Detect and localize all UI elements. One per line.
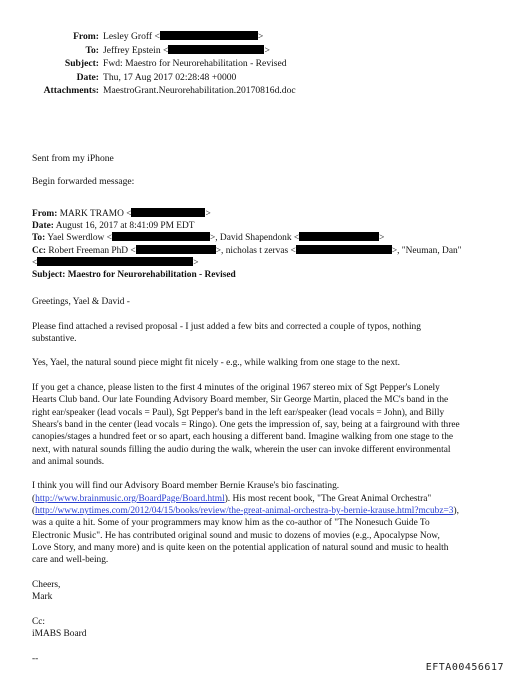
- header-subject-row: [0, 57, 512, 71]
- fwd-cc-row: Cc: Robert Freeman PhD < >, nicholas t zervas < >, "Neuman, Dan": [32, 245, 462, 256]
- body-paragraph-4: I think you will find our Advisory Board member Bernie Krause's bio fascinating. (http://www.brainmusic.org/BoardPage/Board.html). His most recent book, "The Great Animal Orchestra" (http://www.nytimes.com/2012/04/15/books/review/the-great-animal-orchestra-by-bernie-krause.html?mcubz=3), was a quite a hit. Some of your programmers may know him as the co-author of "The Nonesuch Guide To Electronic Music". He has contributed original sound and music to dozens of movies (e.g., Apocalypse Now, Love Story, and many more) and is quite keen on the potential application of natural sound and music to health care and well-being.: [32, 481, 459, 566]
- closing: Cheers,: [32, 579, 61, 590]
- header-from-row: [0, 30, 512, 44]
- signature-separator: --: [32, 653, 39, 664]
- header-subject-label: Subject:: [64, 58, 99, 70]
- email-header: [0, 30, 512, 98]
- header-date-row: [0, 71, 512, 85]
- nytimes-review-link[interactable]: http://www.nytimes.com/2012/04/15/books/review/the-great-animal-orchestra-by-bernie-krause.html?mcubz=3: [35, 506, 454, 517]
- header-from-label: From:: [73, 31, 99, 42]
- signature-cc-org: iMABS Board: [32, 629, 87, 640]
- fwd-from-row: From: MARK TRAMO < >: [32, 209, 211, 219]
- redaction-bar: [296, 245, 392, 254]
- header-attachments-label: Attachments:: [43, 85, 99, 97]
- sent-from-line: Sent from my iPhone: [32, 153, 114, 164]
- begin-forwarded-line: Begin forwarded message:: [32, 176, 135, 187]
- body-paragraph-2: Yes, Yael, the natural sound piece might fit nicely - e.g., while walking from one stage to the next.: [32, 358, 400, 369]
- board-page-link[interactable]: http://www.brainmusic.org/BoardPage/Board.html: [35, 493, 225, 504]
- forwarded-header: [32, 208, 492, 281]
- sender-name: Mark: [32, 592, 53, 603]
- header-attachments-row: [0, 84, 512, 98]
- fwd-subject-row: Subject: Maestro for Neurorehabilitation - Revised: [32, 270, 236, 281]
- redaction-bar: [131, 208, 205, 217]
- fwd-cc-row-2: < >: [32, 257, 199, 268]
- fwd-to-row: To: Yael Swerdlow < >, David Shapendonk < >: [32, 233, 385, 244]
- redaction-bar: [299, 232, 379, 241]
- fwd-date-row: Date: August 16, 2017 at 8:41:09 PM EDT: [32, 221, 195, 232]
- redaction-bar: [37, 257, 193, 266]
- email-body: [32, 296, 460, 677]
- redaction-bar: [136, 245, 216, 254]
- redaction-bar: [160, 31, 258, 40]
- header-to-value: Jeffrey Epstein < >: [103, 44, 270, 56]
- signature-cc-label: Cc:: [32, 616, 46, 627]
- header-from-value: Lesley Groff < >: [103, 31, 264, 42]
- body-paragraph-1: Please find attached a revised proposal - I just added a few bits and corrected a couple of typos, nothing substantive.: [32, 321, 421, 344]
- header-subject-value: Fwd: Maestro for Neurorehabilitation - Revised: [103, 58, 287, 70]
- signature: [32, 579, 460, 665]
- header-to-row: [0, 44, 512, 58]
- header-date-label: Date:: [76, 71, 99, 83]
- greeting: Greetings, Yael & David -: [32, 297, 130, 307]
- header-to-label: To:: [85, 44, 99, 56]
- redaction-bar: [112, 232, 210, 241]
- attachment-filename: MaestroGrant.Neurorehabilitation.20170816d.doc: [103, 85, 296, 97]
- header-date-value: Thu, 17 Aug 2017 02:28:48 +0000: [103, 71, 237, 83]
- document-id: EFTA00456617: [425, 662, 504, 673]
- body-paragraph-3: If you get a chance, please listen to the first 4 minutes of the original 1967 stereo mix of Sgt Pepper's Lonely Hearts Club band. Our late Founding Advisory Board member, Sir George Martin, placed the MC's band in the right ear/speaker (lead vocals = Paul), Sgt Pepper's band in the left ear/speaker (lead vocals = John), and Billy Shears's band in the center (lead vocals = Ringo). One gets the impression of, say, being at a fairground with three canopies/stages a hundred feet or so apart, each housing a different band. Imagine walking from one stage to the next, with natural sounds filling the audio during the walk, wherein the user can invoke different environmental and animal sounds.: [32, 383, 460, 467]
- redaction-bar: [168, 45, 264, 54]
